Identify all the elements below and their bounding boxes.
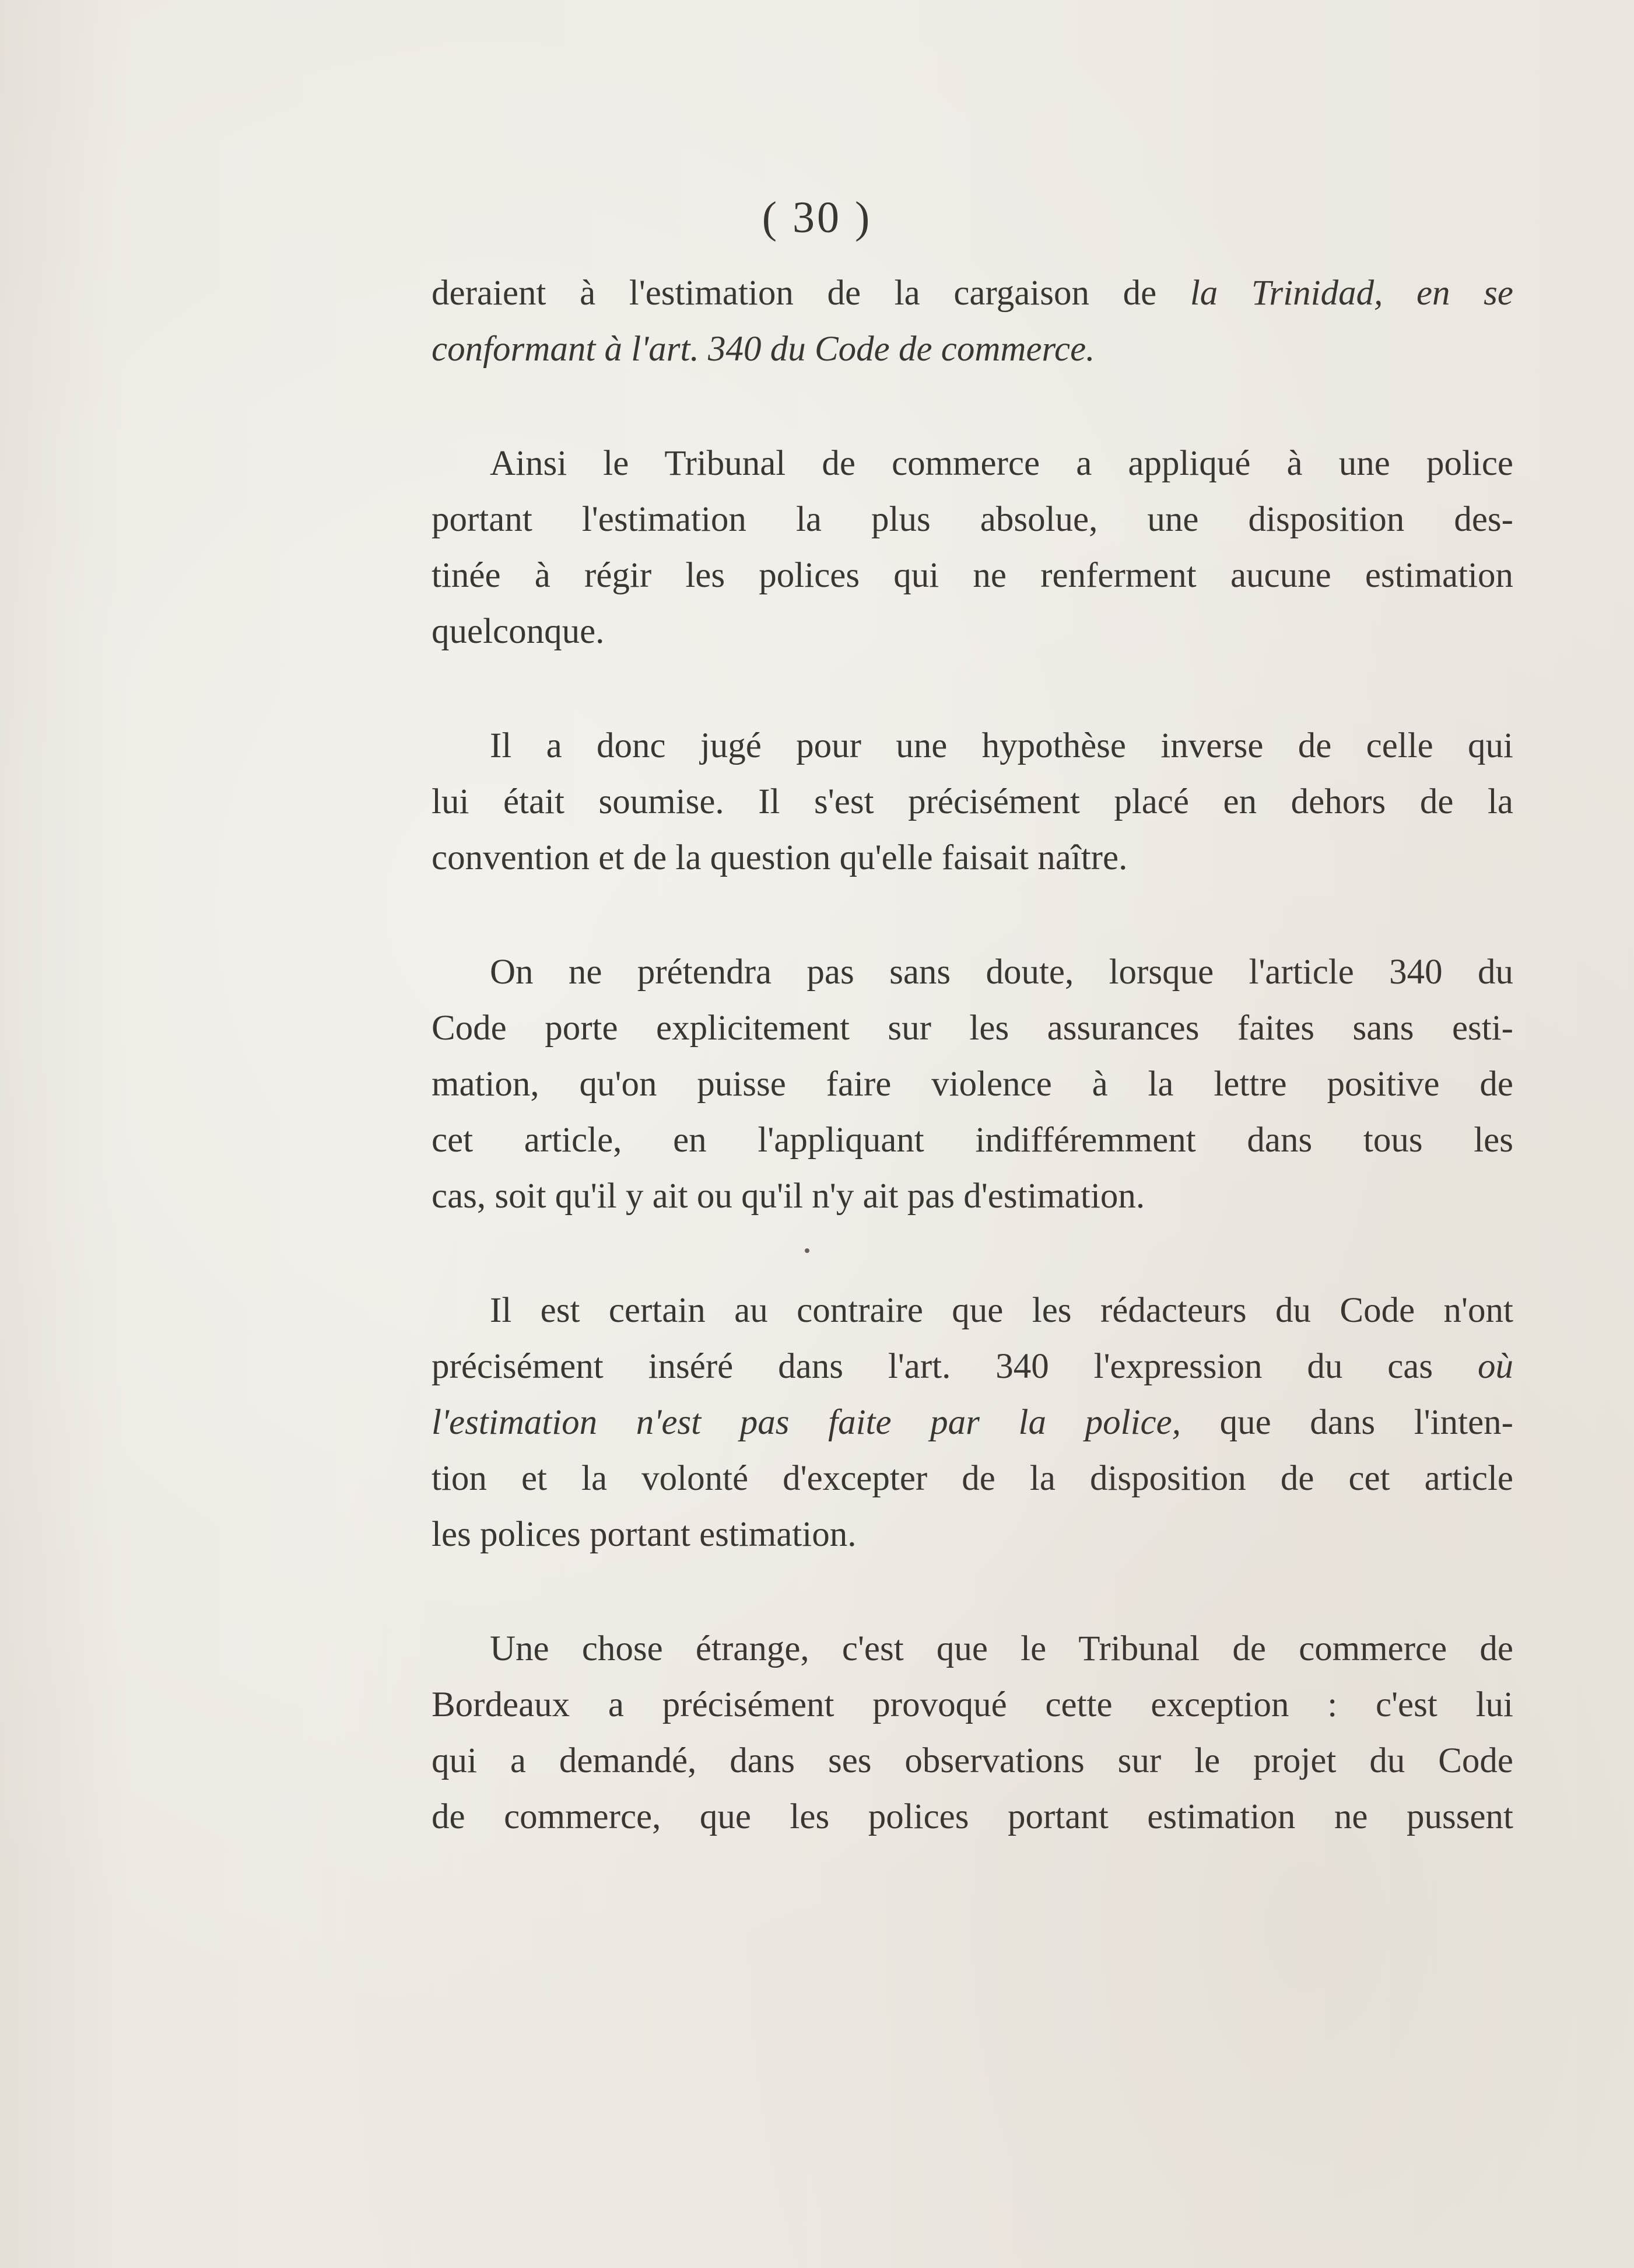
line: les polices portant estimation. — [432, 1515, 857, 1554]
line: qui a demandé, dans ses observations sur le projet du Code — [432, 1741, 1513, 1780]
line: cas, soit qu'il y ait ou qu'il n'y ait pas d'estimation. — [432, 1177, 1145, 1216]
line: Une chose étrange, c'est que le Tribunal de commerce de — [490, 1629, 1513, 1668]
paragraph-6 — [432, 1621, 1513, 1845]
line — [432, 265, 1513, 321]
line: cet article, en l'appliquant indifféremment dans tous les — [432, 1121, 1513, 1160]
text-run: précisément inséré dans l'art. 340 l'expression du cas — [432, 1347, 1478, 1386]
line: Ainsi le Tribunal de commerce a appliqué à une police — [490, 444, 1513, 483]
paragraph-3 — [432, 718, 1513, 886]
italic-run: l'estimation n'est pas faite par la police, — [432, 1403, 1181, 1442]
paragraph-2 — [432, 436, 1513, 660]
line: mation, qu'on puisse faire violence à la lettre positive de — [432, 1065, 1513, 1104]
text-run: deraient à l'estimation de la cargaison de — [432, 274, 1190, 313]
line: Code porte explicitement sur les assurances faites sans esti- — [432, 1009, 1513, 1048]
paragraph-1 — [432, 265, 1513, 377]
line: Il a donc jugé pour une hypothèse inverse de celle qui — [490, 726, 1513, 765]
line: On ne prétendra pas sans doute, lorsque l'article 340 du — [490, 953, 1513, 992]
line: de commerce, que les polices portant estimation ne pussent — [432, 1797, 1513, 1836]
line: tinée à régir les polices qui ne renferment aucune estimation — [432, 556, 1513, 595]
ink-speck — [805, 1248, 809, 1253]
line — [432, 1339, 1513, 1395]
page-number: ( 30 ) — [762, 193, 872, 242]
paragraph-4 — [432, 944, 1513, 1224]
line: portant l'estimation la plus absolue, une disposition des- — [432, 500, 1513, 539]
italic-run: la Trinidad, en se — [1190, 274, 1513, 313]
line: lui était soumise. Il s'est précisément placé en dehors de la — [432, 782, 1513, 821]
italic-run: conformant à l'art. 340 du Code de commerce. — [432, 330, 1095, 369]
line: Bordeaux a précisément provoqué cette exception : c'est lui — [432, 1685, 1513, 1724]
paragraph-5 — [432, 1283, 1513, 1563]
line: Il est certain au contraire que les rédacteurs du Code n'ont — [490, 1291, 1513, 1330]
body-text — [432, 265, 1513, 1903]
line: tion et la volonté d'excepter de la disposition de cet article — [432, 1459, 1513, 1498]
line: convention et de la question qu'elle faisait naître. — [432, 838, 1128, 877]
text-run: que dans l'inten- — [1180, 1403, 1513, 1442]
line — [432, 1395, 1513, 1451]
italic-run: où — [1478, 1347, 1513, 1386]
line: quelconque. — [432, 612, 605, 651]
